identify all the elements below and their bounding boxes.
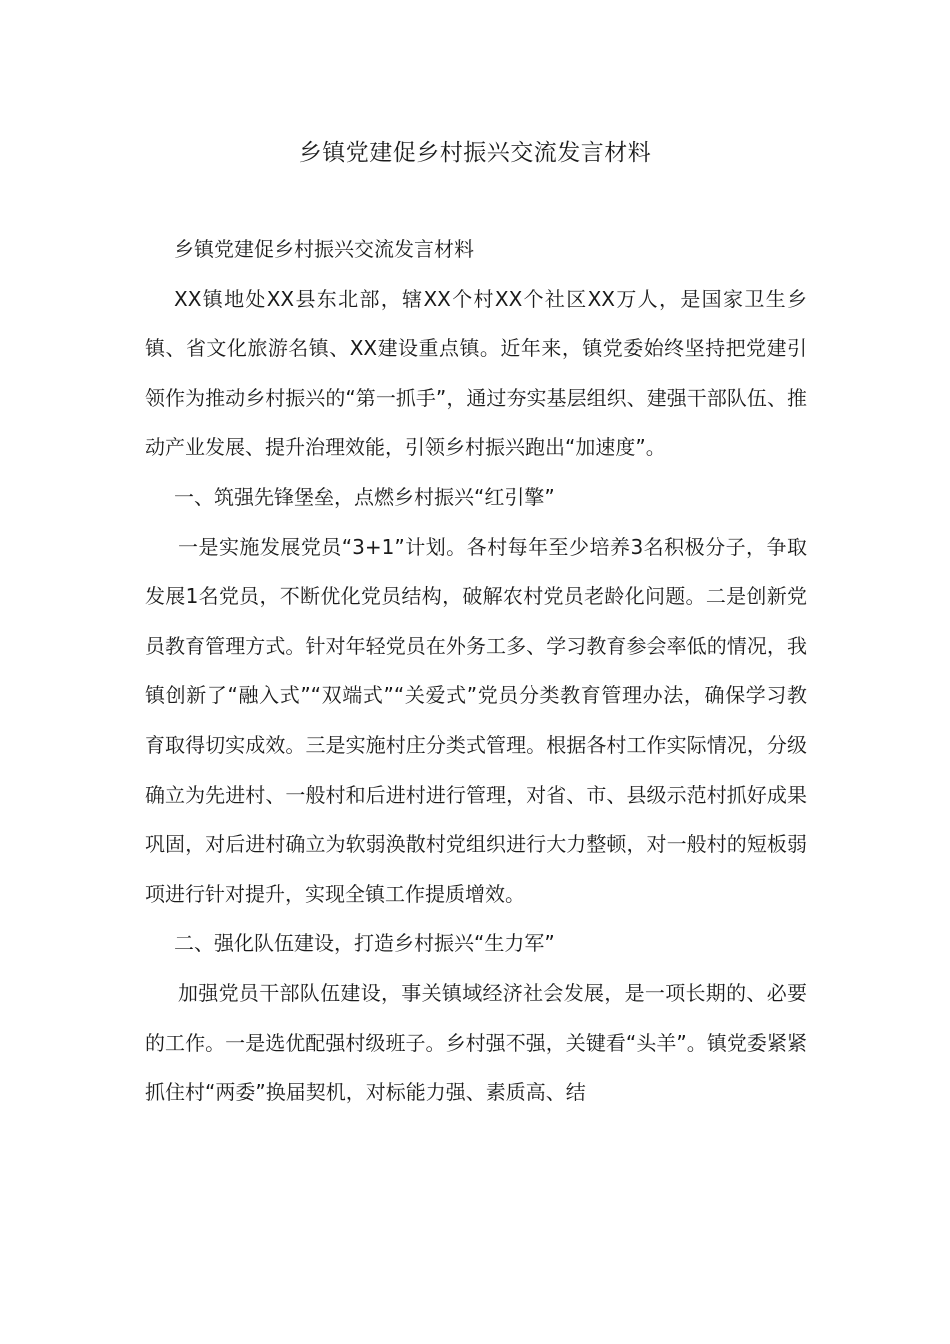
paragraph-section-2: 加强党员干部队伍建设，事关镇域经济社会发展，是一项长期的、必要的工作。一是选优配强村级班子。乡村强不强，关键看“头羊”。镇党委紧紧抓住村“两委”换届契机，对标能力强、素质高、结 <box>145 980 807 1105</box>
section-heading-2: 二、强化队伍建设，打造乡村振兴“生力军” <box>174 931 555 956</box>
document-body <box>145 225 807 1118</box>
section-heading-1: 一、筑强先锋堡垒，点燃乡村振兴“红引擎” <box>174 484 555 509</box>
document-title: 乡镇党建促乡村振兴交流发言材料 <box>298 140 652 166</box>
paragraph-subtitle: 乡镇党建促乡村振兴交流发言材料 <box>174 237 474 261</box>
paragraph-intro: XX镇地处XX县东北部，辖XX个村XX个社区XX万人，是国家卫生乡镇、省文化旅游名镇、XX建设重点镇。近年来，镇党委始终坚持把党建引领作为推动乡村振兴的“第一抓手”，通过夯实基层组织、建强干部队伍、推动产业发展、提升治理效能，引领乡村振兴跑出“加速度”。 <box>145 286 807 460</box>
paragraph-section-1: 一是实施发展党员“3+1”计划。各村每年至少培养3名积极分子，争取发展1名党员，不断优化党员结构，破解农村党员老龄化问题。二是创新党员教育管理方式。针对年轻党员在外务工多、学习教育参会率低的情况，我镇创新了“融入式”“双端式”“关爱式”党员分类教育管理办法，确保学习教育取得切实成效。三是实施村庄分类式管理。根据各村工作实际情况，分级确立为先进村、一般村和后进村进行管理，对省、市、县级示范村抓好成果巩固，对后进村确立为软弱涣散村党组织进行大力整顿，对一般村的短板弱项进行针对提升，实现全镇工作提质增效。 <box>145 534 807 906</box>
